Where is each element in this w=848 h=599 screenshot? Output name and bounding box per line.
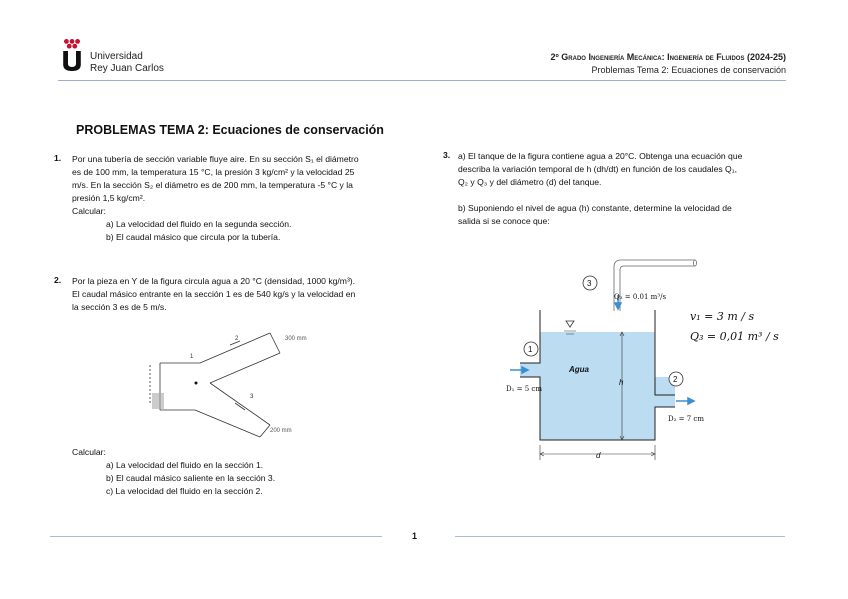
tank-d-label: d bbox=[596, 451, 601, 460]
p3-a-line2: describa la variación temporal de h (dh/dt) en función de los caudales Q₁, bbox=[458, 164, 738, 174]
p1-line4: presión 1,5 kg/cm². bbox=[72, 193, 146, 203]
formula-q3: Q₃ = 0,01 m³ / s bbox=[690, 330, 779, 343]
tank-q3-label: Q₃ = 0.01 m³/s bbox=[614, 293, 667, 301]
problem3-text bbox=[458, 150, 788, 228]
p3-a-line1: a) El tanque de la figura contiene agua a 20°C. Obtenga una ecuación que bbox=[458, 151, 743, 161]
problem3-number: 3. bbox=[443, 150, 451, 160]
y-diam-2: 300 mm bbox=[285, 336, 307, 342]
y-label-3: 3 bbox=[250, 394, 254, 400]
p2-line3: la sección 3 es de 5 m/s. bbox=[72, 302, 167, 312]
university-line1: Universidad bbox=[90, 51, 143, 62]
problem1-text bbox=[72, 153, 404, 244]
p2-item-c: c) La velocidad del fluido en la sección 2. bbox=[106, 486, 263, 496]
university-logo bbox=[60, 35, 84, 75]
tank-node-3: 3 bbox=[587, 279, 592, 288]
y-label-2: 2 bbox=[235, 336, 239, 342]
p2-item-b: b) El caudal másico saliente en la sección 3. bbox=[106, 473, 276, 483]
problem2-text bbox=[72, 275, 404, 314]
tank-d1-label: D₁ = 5 cm bbox=[506, 385, 542, 393]
tank-node-1: 1 bbox=[528, 345, 533, 354]
p1-calc: Calcular: bbox=[72, 206, 106, 216]
tank-water bbox=[520, 332, 675, 440]
y-pipe-figure bbox=[140, 325, 340, 440]
header-subtitle: Problemas Tema 2: Ecuaciones de conservación bbox=[591, 65, 786, 75]
tank-water-label: Agua bbox=[569, 365, 589, 374]
footer-line-right bbox=[455, 536, 785, 537]
header-divider bbox=[58, 80, 786, 81]
p1-item-a: a) La velocidad del fluido en la segunda sección. bbox=[106, 219, 292, 229]
p3-b-line1: b) Suponiendo el nivel de agua (h) constante, determine la velocidad de bbox=[458, 203, 732, 213]
tank-node-2: 2 bbox=[673, 375, 678, 384]
p1-line1: Por una tubería de sección variable fluye aire. En su sección S₁ el diámetro bbox=[72, 154, 359, 164]
problem1-number: 1. bbox=[54, 153, 62, 163]
footer-line-left bbox=[50, 536, 382, 537]
header-right bbox=[551, 51, 787, 77]
problem2-calc bbox=[72, 446, 404, 498]
y-label-1: 1 bbox=[190, 354, 194, 360]
p1-item-b: b) El caudal másico que circula por la tubería. bbox=[106, 232, 281, 242]
p2-item-a: a) La velocidad del fluido en la sección 1. bbox=[106, 460, 264, 470]
p3-a-line3: Q₂ y Q₃ y del diámetro (d) del tanque. bbox=[458, 177, 602, 187]
p3-b-line2: salida si se conoce que: bbox=[458, 216, 550, 226]
formula-v1: v₁ = 3 m / s bbox=[690, 310, 755, 323]
problem2-number: 2. bbox=[54, 275, 62, 285]
course-name: 2º Grado Ingeniería Mecánica: Ingeniería de Fluidos (2024-25) bbox=[550, 52, 786, 62]
hatch-region bbox=[152, 393, 164, 409]
p1-line3: m/s. En la sección S₂ el diámetro es de 200 mm, la temperatura -5 °C y la bbox=[72, 180, 353, 190]
tank-h-label: h bbox=[619, 378, 624, 387]
p2-calc: Calcular: bbox=[72, 447, 106, 457]
tank-figure bbox=[500, 255, 704, 465]
y-diam-3: 200 mm bbox=[270, 428, 292, 434]
page-title: PROBLEMAS TEMA 2: Ecuaciones de conservación bbox=[76, 123, 384, 137]
university-line2: Rey Juan Carlos bbox=[90, 63, 164, 74]
p2-line2: El caudal másico entrante en la sección 1 es de 540 kg/s y la velocidad en bbox=[72, 289, 356, 299]
p1-line2: es de 100 mm, la temperatura 15 °C, la presión 3 kg/cm² y la velocidad 25 bbox=[72, 167, 355, 177]
page-number: 1 bbox=[412, 531, 418, 541]
p2-line1: Por la pieza en Y de la figura circula agua a 20 °C (densidad, 1000 kg/m³). bbox=[72, 276, 356, 286]
university-name bbox=[90, 51, 164, 75]
tank-d2-label: D₂ = 7 cm bbox=[668, 415, 704, 423]
